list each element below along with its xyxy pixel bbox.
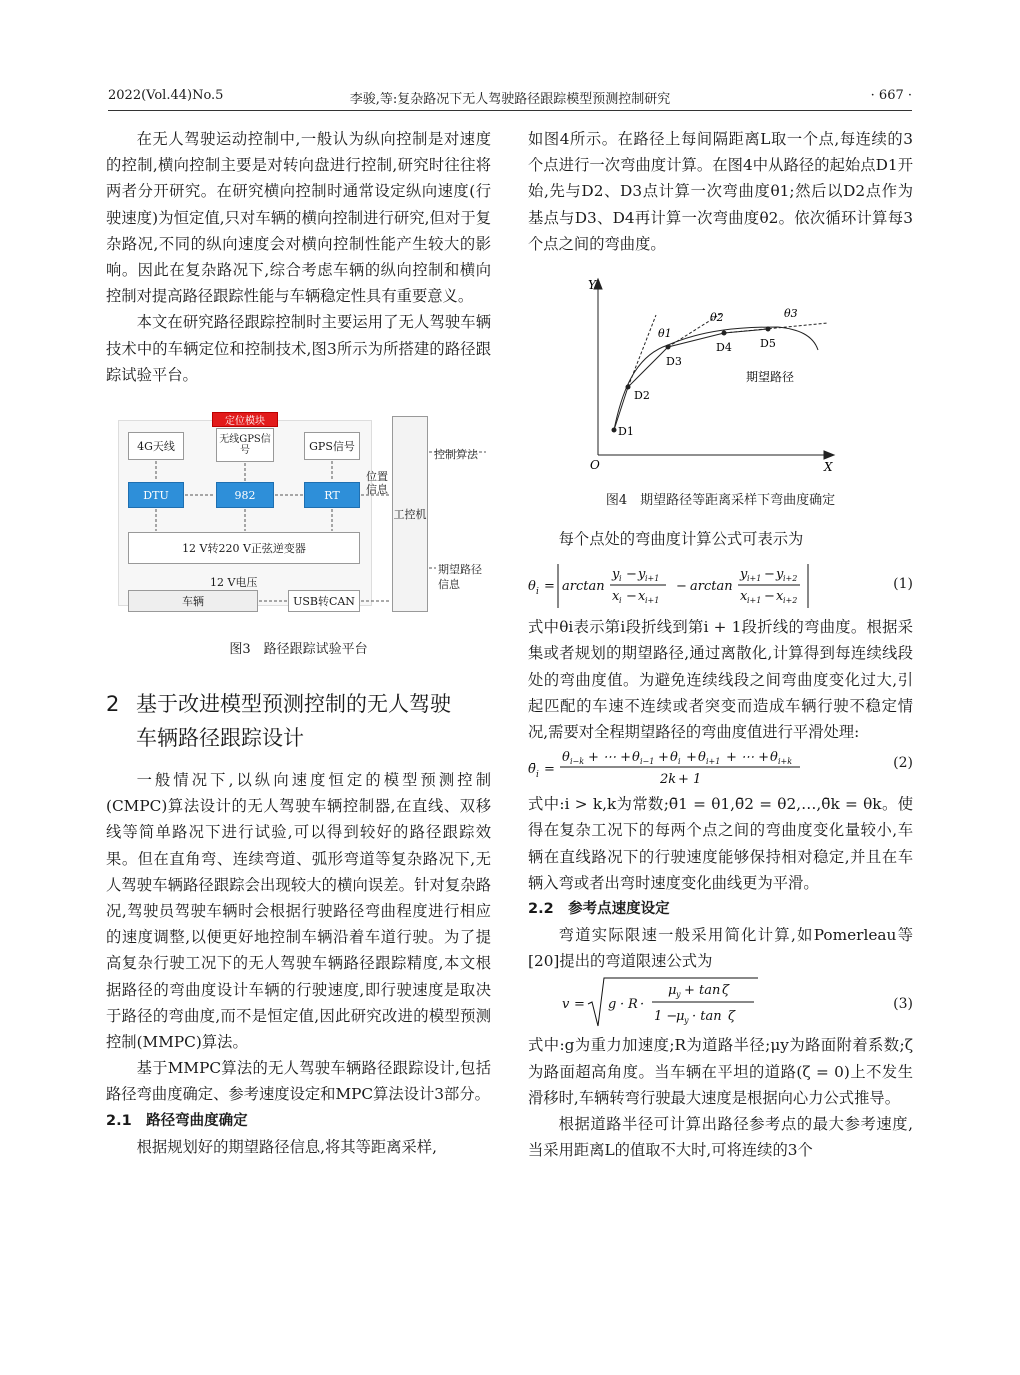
figure-3-caption: 图3 路径跟踪试验平台 [229, 642, 368, 658]
expected-path-label: 期望路径 [746, 370, 795, 385]
paragraph: 如图4所示。在路径上每间隔距离L取一个点,每连续的3个点进行一次弯曲度计算。在图4中从路径的起始点D1开始,先与D2、D3点计算一次弯曲度θ1;然后以D2点作为基点与D3、D4再计算一次弯曲度θ2。依次循环计算每3个点之间的弯曲度。 [528, 130, 913, 253]
vehicle-box: 车辆 [128, 590, 258, 612]
paragraph: 式中:i > k,k为常数;θ̄1 = θ1,θ̄2 = θ2,…,θ̄k = θk。使得在复杂工况下的每两个点之间的弯曲度变化量较小,车辆在直线路况下的行驶速度能够保持相对稳定,并且在车辆入弯或者出弯时速度变化曲线更为平滑。 [528, 795, 913, 892]
figure-3 [106, 412, 491, 630]
svg-text:ζ: ζ [728, 1009, 736, 1025]
svg-text:y: y [676, 990, 681, 1000]
usb-can-box: USB转CAN [288, 590, 360, 612]
figure-3-connectors [106, 412, 491, 630]
svg-text:x: x [740, 589, 748, 605]
running-title: 李骏,等:复杂路况下无人驾驶路径跟踪模型预测控制研究 [349, 92, 671, 107]
svg-text:+: + [658, 750, 669, 766]
dtu-box: DTU [128, 482, 184, 508]
svg-text:i+1: i+1 [747, 596, 762, 606]
svg-text:θ: θ [698, 750, 706, 766]
svg-text:=: = [574, 997, 585, 1013]
svg-text:i: i [536, 770, 539, 781]
equation-1 [528, 558, 913, 614]
svg-text:y: y [740, 567, 748, 583]
paragraph: 基于MMPC算法的无人驾驶车辆路径跟踪设计,包括路径弯曲度确定、参考速度设定和MPC算法设计3部分。 [106, 1059, 491, 1104]
point-d3-label: D3 [666, 355, 682, 369]
svg-text:i: i [619, 574, 622, 584]
svg-text:y: y [684, 1016, 689, 1026]
svg-text:g: g [608, 997, 617, 1013]
module-982-box: 982 [216, 482, 274, 508]
paragraph: 弯道实际限速一般采用简化计算,如Pomerleau等[20]提出的弯道限速公式为 [528, 926, 913, 971]
svg-text:i−k: i−k [570, 757, 585, 767]
svg-text:y: y [776, 567, 784, 583]
subsection-2-1-heading: 2.1 路径弯曲度确定 [106, 1112, 248, 1129]
svg-text:i+1: i+1 [706, 757, 721, 767]
svg-text:i+2: i+2 [783, 574, 798, 584]
svg-text:+ tan: + tan [684, 983, 721, 999]
svg-text:y: y [612, 567, 620, 583]
svg-text:arctan: arctan [562, 579, 605, 595]
paragraph: 根据规划好的期望路径信息,将其等距离采样, [136, 1137, 437, 1156]
figure-4 [528, 275, 913, 485]
right-column [528, 126, 913, 1163]
svg-text:· tan: · tan [692, 1009, 722, 1025]
equation-3-formula [528, 974, 888, 1032]
section-number: 2 [106, 692, 120, 717]
svg-text:μ: μ [676, 1009, 685, 1025]
svg-text:v: v [562, 997, 570, 1013]
equation-1-formula [528, 558, 888, 614]
svg-text:i−1: i−1 [640, 757, 655, 767]
svg-text:i+k: i+k [778, 757, 793, 767]
paragraph: 每个点处的弯曲度计算公式可表示为 [558, 530, 804, 549]
svg-text:i: i [678, 757, 681, 767]
svg-text:=: = [544, 762, 555, 778]
svg-text:·: · [620, 997, 625, 1013]
svg-text:1 −: 1 − [654, 1009, 678, 1025]
svg-text:+ 1: + 1 [678, 772, 702, 788]
equation-1-number: (1) [893, 576, 913, 593]
inverter-box: 12 V转220 V正弦逆变器 [128, 532, 360, 564]
ipc-box: 工控机 [392, 416, 428, 612]
svg-text:·: · [640, 997, 645, 1013]
svg-text:θ: θ [562, 750, 570, 766]
equation-3-number: (3) [893, 996, 913, 1013]
left-column [106, 126, 491, 1160]
svg-text:−: − [626, 567, 637, 583]
equation-3 [528, 974, 913, 1032]
battery-label: 12 V电压 [210, 576, 258, 590]
x-axis-label: X [824, 460, 833, 475]
svg-text:i+1: i+1 [645, 574, 660, 584]
equation-2 [528, 745, 913, 791]
point-d5-label: D5 [760, 337, 776, 351]
position-module-label: 定位模块 [212, 412, 278, 427]
paragraph: 根据道路半径可计算出路径参考点的最大参考速度,当采用距离L的值取不大时,可将连续的3个 [528, 1115, 913, 1160]
svg-text:x: x [776, 589, 784, 605]
svg-text:i+1: i+1 [747, 574, 762, 584]
svg-text:=: = [544, 579, 555, 595]
running-header [108, 88, 912, 110]
svg-text:+: + [686, 750, 697, 766]
svg-text:2k: 2k [660, 772, 677, 788]
control-algorithm-label: 控制算法 [434, 448, 478, 462]
svg-text:−: − [626, 589, 637, 605]
svg-text:−: − [764, 567, 775, 583]
position-info-label: 位置信息 [366, 470, 388, 497]
svg-text:+ ⋯ +: + ⋯ + [726, 750, 770, 766]
y-axis-label: Y [588, 278, 596, 293]
paragraph: 式中:g为重力加速度;R为道路半径;μy为路面附着系数;ζ为路面超高角度。当车辆在平坦的道路(ζ = 0)上不发生滑移时,车辆转弯行驶最大速度是根据向心力公式推导。 [528, 1036, 913, 1107]
section-2-heading [106, 687, 491, 755]
origin-label: O [590, 458, 600, 473]
svg-text:i: i [536, 587, 539, 598]
paragraph: 一般情况下,以纵向速度恒定的模型预测控制(CMPC)算法设计的无人驾驶车辆控制器,在直线、双移线等简单路况下进行试验,可以得到较好的路径跟踪效果。但在直角弯、连续弯道、弧形弯道等复杂路况下,无人驾驶车辆路径跟踪会出现较大的横向误差。针对复杂路况,驾驶员驾驶车辆时会根据行驶路径弯曲程度进行相应的速度调整,以便更好地控制车辆沿着车道行驶。为了提高复杂行驶工况下的无人驾驶车辆路径跟踪精度,本文根据路径的弯曲度设计车辆的行驶速度,即行驶速度是取决于路径的弯曲度,而不是恒定值,因此研究改进的模型预测控制(MMPC)算法。 [106, 771, 491, 1052]
paragraph: 式中θi表示第i段折线到第i + 1段折线的弯曲度。根据采集或者规划的期望路径,通过离散化,计算得到每连续线段处的弯曲度值。为避免连续线段之间弯曲度变化过大,引起匹配的车速不连续或者突变而造成车辆行驶不稳定情况,需要对全程期望路径的弯曲度值进行平滑处理: [528, 618, 913, 742]
svg-text:x: x [638, 589, 646, 605]
svg-text:+ ⋯ +: + ⋯ + [588, 750, 632, 766]
svg-text:y: y [638, 567, 646, 583]
page-number: · 667 · [870, 88, 912, 103]
antenna-4g-box: 4G天线 [128, 432, 184, 460]
svg-text:θ: θ [670, 750, 678, 766]
svg-text:θ: θ [770, 750, 778, 766]
svg-text:R: R [628, 997, 638, 1013]
svg-text:arctan: arctan [690, 579, 733, 595]
point-d1-label: D1 [618, 425, 634, 439]
theta-3-label: θ3 [784, 307, 798, 321]
paragraph: 在无人驾驶运动控制中,一般认为纵向控制是对速度的控制,横向控制主要是对转向盘进行控制,研究时往往将两者分开研究。在研究横向控制时通常设定纵向速度(行驶速度)为恒定值,只对车辆的横向控制进行研究,但对于复杂路况,不同的纵向速度会对横向控制性能产生较大的影响。因此在复杂路况下,综合考虑车辆的纵向控制和横向控制对提高路径跟踪性能与车辆稳定性具有重要意义。 [106, 130, 491, 306]
svg-text:x: x [612, 589, 620, 605]
svg-text:i+1: i+1 [645, 596, 660, 606]
point-d2-label: D2 [634, 389, 650, 403]
subsection-2-2-heading: 2.2 参考点速度设定 [528, 901, 670, 918]
figure-4-caption: 图4 期望路径等距离采样下弯曲度确定 [605, 493, 836, 509]
theta-1-label: θ1 [658, 327, 672, 341]
equation-2-formula [528, 745, 888, 791]
svg-text:−: − [764, 589, 775, 605]
svg-text:i: i [619, 596, 622, 606]
rt-box: RT [304, 482, 360, 508]
section-title-line2: 车辆路径跟踪设计 [136, 726, 304, 751]
figure-4-graph [528, 275, 913, 485]
svg-text:θ̄: θ̄ [528, 762, 536, 778]
expected-path-info-label: 期望路径信息 [438, 563, 482, 592]
svg-text:θ: θ [528, 579, 536, 595]
gps-wireless-box: 无线GPS信号 [216, 428, 274, 462]
svg-text:−: − [676, 579, 687, 595]
svg-text:θ: θ [632, 750, 640, 766]
svg-text:μ: μ [668, 983, 677, 999]
section-title-line1: 基于改进模型预测控制的无人驾驶 [136, 692, 451, 717]
gps-signal-box: GPS信号 [304, 432, 360, 460]
equation-2-number: (2) [893, 755, 913, 772]
header-rule [108, 110, 912, 111]
svg-text:i+2: i+2 [783, 596, 798, 606]
journal-issue: 2022(Vol.44)No.5 [108, 88, 224, 103]
point-d4-label: D4 [716, 341, 732, 355]
theta-2-label: θ2 [710, 311, 724, 325]
paragraph: 本文在研究路径跟踪控制时主要运用了无人驾驶车辆技术中的车辆定位和控制技术,图3所示为所搭建的路径跟踪试验平台。 [106, 313, 491, 384]
svg-text:ζ: ζ [722, 983, 730, 999]
